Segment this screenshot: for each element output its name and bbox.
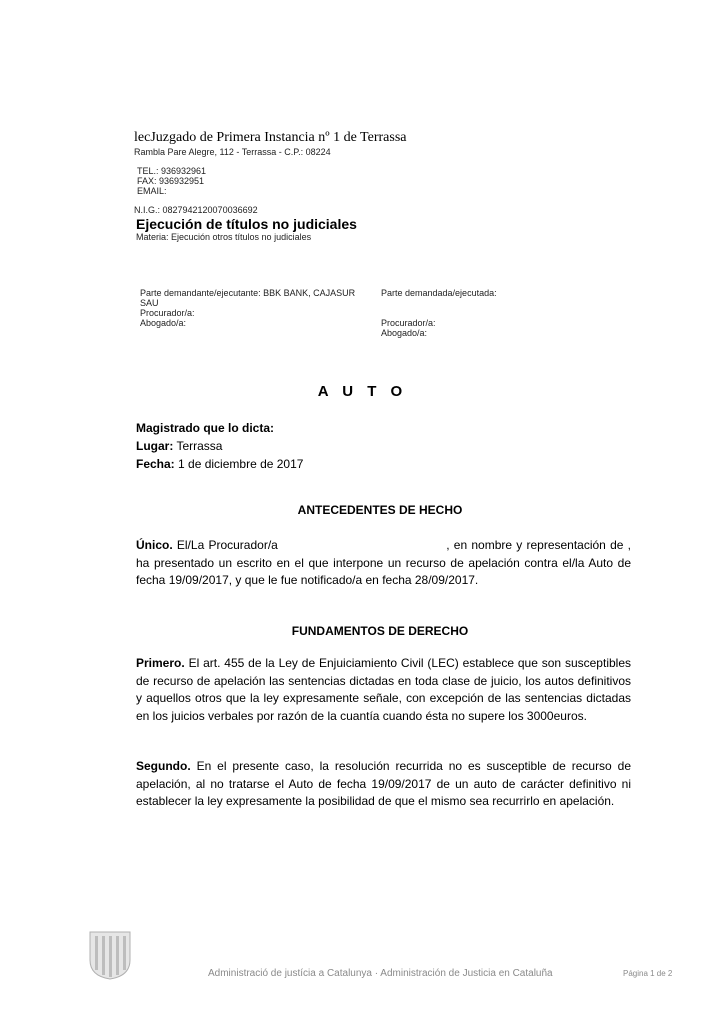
tel: TEL.: 936932961 [137,166,207,176]
antecedentes-heading: ANTECEDENTES DE HECHO [297,503,463,517]
defendant: Parte demandada/ejecutada: [381,288,497,298]
document-title: A U T O [317,383,408,400]
lugar-label: Lugar: [136,439,174,453]
unico-part2: , en nombre y representación de [446,538,624,552]
fax: FAX: 936932951 [137,176,205,186]
contact-block [137,166,206,196]
plaintiff-abogado: Abogado/a: [140,318,187,328]
unico-part3: , ha presentado un escrito en el que interpone un recurso de apelación contra el/la Auto de fecha 19/09/2017, y que le fue notificado/a en fecha 28/09/2017. [136,538,631,587]
email: EMAIL: [137,186,167,196]
nig: N.I.G.: 0827942120070036692 [134,205,258,215]
primero-text: El art. 455 de la Ley de Enjuiciamiento Civil (LEC) establece que son susceptibles de recurso de apelación las sentencias dictadas en toda clase de juicio, los autos definitivos y aquellos otros que la ley expresamente señale, con excepción de las sentencias dictadas en los juicios verbales por razón de la cuantía cuando ésta no supere los 3000euros. [136,656,631,723]
magistrado-label: Magistrado que lo dicta: [136,421,275,435]
plaintiff-block [140,288,372,328]
fundamentos-heading: FUNDAMENTOS DE DERECHO [291,624,469,638]
defendant-block [381,288,581,338]
footer-text: Administració de justícia a Catalunya · Administración de Justicia en Cataluña [208,968,553,979]
materia: Materia: Ejecución otros títulos no judiciales [136,232,312,242]
procedure-title: Ejecución de títulos no judiciales [136,216,357,232]
unico-label: Único. [136,538,173,552]
defendant-procurador: Procurador/a: [381,318,436,328]
unico-paragraph [136,537,631,590]
fecha-label: Fecha: [136,457,175,471]
segundo-label: Segundo. [136,759,191,773]
primero-paragraph [136,655,631,725]
page-number: Página 1 de 2 [623,969,673,978]
unico-part1: El/La Procurador/a [176,538,278,552]
fecha-value: 1 de diciembre de 2017 [178,457,304,471]
lugar-value: Terrassa [176,439,223,453]
court-address: Rambla Pare Alegre, 112 - Terrassa - C.P.: 08224 [134,147,331,157]
defendant-abogado: Abogado/a: [381,328,428,338]
segundo-text: En el presente caso, la resolución recurrida no es susceptible de recurso de apelación, al no tratarse el Auto de fecha 19/09/2017 de un auto de carácter definitivo ni establecer la ley expresamente la posibilidad de que el mismo sea recurrirlo en apelación. [136,759,631,808]
plaintiff: Parte demandante/ejecutante: BBK BANK, CAJASUR SAU [140,288,356,308]
primero-label: Primero. [136,656,185,670]
court-name: lecJuzgado de Primera Instancia nº 1 de Terrassa [134,130,407,145]
plaintiff-procurador: Procurador/a: [140,308,195,318]
segundo-paragraph [136,758,631,811]
catalonia-seal-icon [87,930,133,980]
document-meta [136,419,303,473]
